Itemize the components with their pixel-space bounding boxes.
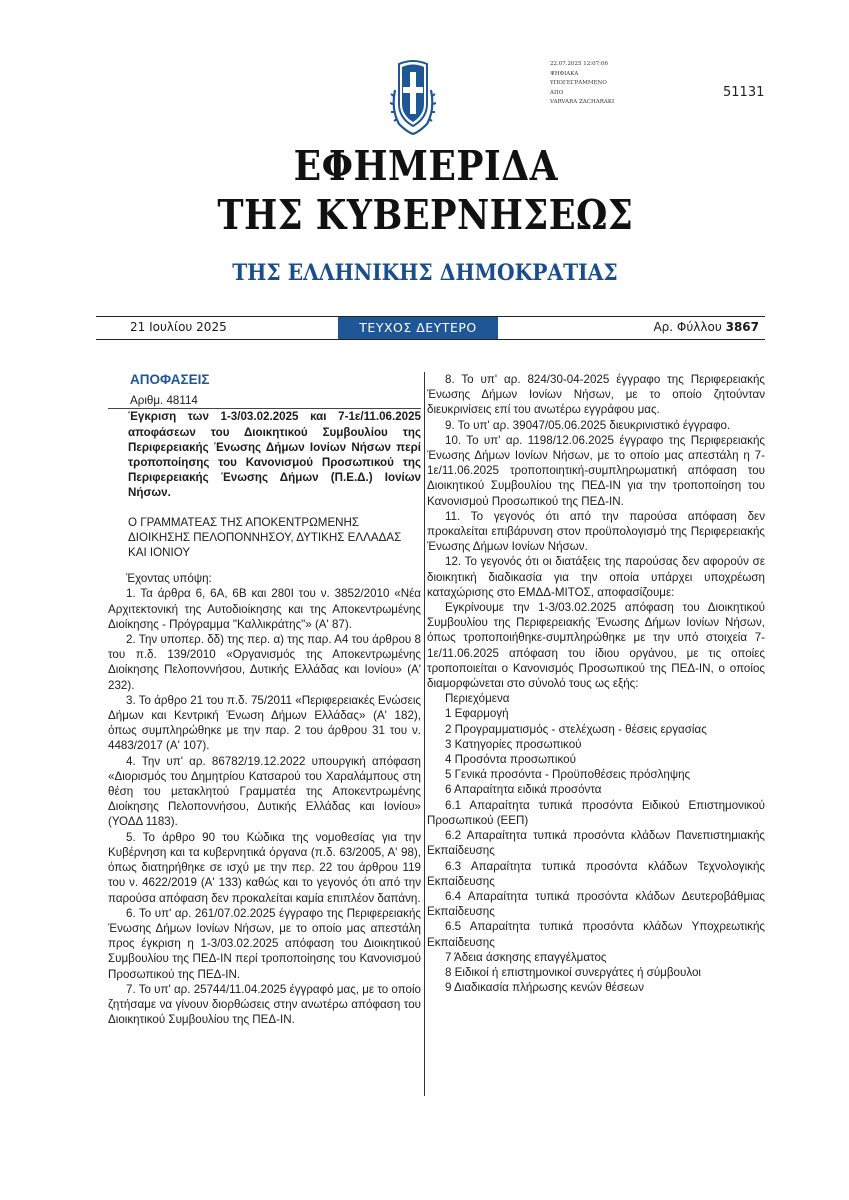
recital-item: 5. Το άρθρο 90 του Κώδικα της νομοθεσίας για την Κυβέρνηση και τα κυβερνητικά όργανα (π.δ. 63/2005, Α' 98), όπως διατηρήθηκε σε ισχύ με την περ. 22 του άρθρου 119 του ν. 4622/2019 (Α' 133) καθώς και το γεγονός ότι από την παρούσα απόφαση δεν προκαλείται καμία επιπλέον δαπάνη. xyxy=(108,830,421,905)
masthead-title-line2: ΤΗΣ ΚΥΒΕΡΝΗΣΕΩΣ xyxy=(217,191,634,239)
section-heading: ΑΠΟΦΑΣΕΙΣ xyxy=(130,372,210,387)
toc-item: 4 Προσόντα προσωπικού xyxy=(445,753,576,767)
recital-item: 2. Την υποπερ. δδ) της περ. α) της παρ. Α4 του άρθρου 8 του π.δ. 139/2010 «Οργανισμός της Αποκεντρωμένης Διοίκησης Πελοποννήσου, Δυτικής Ελλάδας και Ιονίου» (Α' 232). xyxy=(108,633,421,692)
masthead-title-line1: ΕΦΗΜΕΡΙΔΑ xyxy=(293,142,559,190)
recital-item: 10. Το υπ' αρ. 1198/12.06.2025 έγγραφο της Περιφερειακής Ένωσης Δήμων Ιονίων Νήσων, με το οποίο μας απεστάλη η 7-1ε/11.06.2025 τροποποιητική-συμπληρωματική απόφαση του Διοικητικού Συμβουλίου της ΠΕΔ-ΙΝ για την τροποποίηση του Κανονισμού Προσωπικού της ΠΕΔ-ΙΝ. xyxy=(427,433,765,508)
right-column xyxy=(427,372,765,995)
toc-item: 6.5 Απαραίτητα τυπικά προσόντα κλάδων Υποχρεωτικής Εκπαίδευσης xyxy=(427,920,765,949)
digital-signature-stamp xyxy=(550,60,614,108)
signature-timestamp: 22.07.2025 12:07:06 xyxy=(550,61,608,67)
toc-item: 3 Κατηγορίες προσωπικού xyxy=(445,737,582,751)
toc-item: 9 Διαδικασία πλήρωσης κενών θέσεων xyxy=(445,981,645,995)
toc-item: 6.3 Απαραίτητα τυπικά προσόντα κλάδων Τεχνολογικής Εκπαίδευσης xyxy=(427,859,765,888)
issue-date: 21 Ιουλίου 2025 xyxy=(130,320,227,334)
toc-item: 6.2 Απαραίτητα τυπικά προσόντα κλάδων Πανεπιστημιακής Εκπαίδευσης xyxy=(427,829,765,858)
toc-item: 6.1 Απαραίτητα τυπικά προσόντα Ειδικού Επιστημονικού Προσωπικού (ΕΕΠ) xyxy=(427,798,765,827)
sheet-label: Αρ. Φύλλου xyxy=(653,320,726,334)
sheet-number: 3867 xyxy=(725,320,759,334)
page-number: 51131 xyxy=(723,85,765,100)
masthead-subtitle: ΤΗΣ ΕΛΛΗΝΙΚΗΣ ΔΗΜΟΚΡΑΤΙΑΣ xyxy=(232,260,618,286)
toc-item: 8 Ειδικοί ή επιστημονικοί συνεργάτες ή σύμβουλοι xyxy=(445,965,701,979)
recital-item: 3. Το άρθρο 21 του π.δ. 75/2011 «Περιφερειακές Ενώσεις Δήμων και Κεντρική Ένωση Δήμων Ελλάδας» (Α' 182), όπως συμπληρώθηκε με την παρ. 2 του άρθρου 31 του ν. 4483/2017 (Α' 107). xyxy=(108,693,421,753)
decision-number: Αριθμ. 48114 xyxy=(130,394,198,408)
toc-item: 1 Εφαρμογή xyxy=(445,707,509,721)
decision-title: Έγκριση των 1-3/03.02.2025 και 7-1ε/11.06.2025 αποφάσεων του Διοικητικού Συμβουλίου της Περιφερειακής Ένωσης Δήμων Ιονίων Νήσων περί τροποποίησης του Κανονισμού Προσωπικού της Περιφερειακής Ένωσης Δήμων (Π.Ε.Δ.) Ιονίων Νήσων. xyxy=(128,410,421,500)
recital-item: 1. Τα άρθρα 6, 6Α, 6Β και 280Ι του ν. 3852/2010 «Νέα Αρχιτεκτονική της Αυτοδιοίκησης και της Αποκεντρωμένης Διοίκησης - Πρόγραμμα "Καλλικράτης"» (Α' 87). xyxy=(108,587,421,631)
column-divider xyxy=(424,372,425,1096)
greek-coat-of-arms-emblem xyxy=(389,60,437,136)
toc-item: 2 Προγραμματισμός - στελέχωση - θέσεις εργασίας xyxy=(445,722,707,736)
recital-item: 6. Το υπ' αρ. 261/07.02.2025 έγγραφο της Περιφερειακής Ένωσης Δήμων Ιονίων Νήσων, με το οποίο μας απεστάλη προς έγκριση η 1-3/03.02.2025 απόφαση του Διοικητικού Συμβουλίου της ΠΕΔ-ΙΝ περί τροποποίησης του Κανονισμού Προσωπικού της ΠΕΔ-ΙΝ. xyxy=(108,906,421,981)
having-regard: Έχοντας υπόψη: xyxy=(126,572,212,586)
signature-line: VARVARA ZACHARAKI xyxy=(550,99,615,105)
toc-heading: Περιεχόμενα xyxy=(445,692,510,706)
recital-item: 7. Το υπ' αρ. 25744/11.04.2025 έγγραφό μας, με το οποίο ζητήσαμε να γίνουν διορθώσεις στην ανωτέρω απόφαση του Διοικητικού Συμβουλίου της ΠΕΔ-ΙΝ. xyxy=(108,982,421,1027)
approval-paragraph: Εγκρίνουμε την 1-3/03.02.2025 απόφαση του Διοικητικού Συμβουλίου της Περιφερειακής Ένωσης Δήμων Ιονίων Νήσων, όπως τροποποιήθηκε-συμπληρώθηκε με την υπό στοιχεία 7-1ε/11.06.2025 απόφαση του ίδιου οργάνου, με τις οποίες τροποποιείται ο Κανονισμός Προσωπικού της ΠΕΔ-ΙΝ, ο οποίος διαμορφώνεται στο σύνολό τους ως εξής: xyxy=(427,601,765,691)
issuing-authority: Ο ΓΡΑΜΜΑΤΕΑΣ ΤΗΣ ΑΠΟΚΕΝΤΡΩΜΕΝΗΣ ΔΙΟΙΚΗΣΗΣ ΠΕΛΟΠΟΝΝΗΣΟΥ, ΔΥΤΙΚΗΣ ΕΛΛΑΔΑΣ ΚΑΙ ΙΟΝΙΟΥ xyxy=(128,515,402,560)
recital-item: 12. Το γεγονός ότι οι διατάξεις της παρούσας δεν αφορούν σε διοικητική διαδικασία για την οποία υπάρχει υποχρέωση καταχώρισης στο ΕΜΔΔ-ΜΙΤΟΣ, αποφασίζουμε: xyxy=(427,555,765,599)
signature-line: ΥΠΟΓΕΓΡΑΜΜΕΝΟ xyxy=(550,80,607,86)
issue-bar xyxy=(96,316,765,340)
signature-line: ΨΗΦΙΑΚΑ xyxy=(550,70,579,77)
sheet-number-field xyxy=(653,320,759,334)
recital-item: 8. Το υπ' αρ. 824/30-04-2025 έγγραφο της Περιφερειακής Ένωσης Δήμων Ιονίων Νήσων, με το οποίο ζητούνταν διευκρινίσεις επί του ανωτέρω εγγράφου μας. xyxy=(427,373,765,417)
left-column xyxy=(108,372,421,1027)
toc-item: 6 Απαραίτητα ειδικά προσόντα xyxy=(445,783,602,797)
recital-item: 11. Το γεγονός ότι από την παρούσα απόφαση δεν προκαλείται επιβάρυνση στον προϋπολογισμό της Περιφερειακής Ένωσης Δήμων Ιονίων Νήσων. xyxy=(427,509,765,554)
toc-item: 5 Γενικά προσόντα - Προϋποθέσεις πρόσληψης xyxy=(445,768,691,782)
recital-item: 4. Την υπ' αρ. 86782/19.12.2022 υπουργική απόφαση «Διορισμός του Δημητρίου Κατσαρού του Χαραλάμπους στη θέση του μετακλητού Γραμματέα της Αποκεντρωμένης Διοίκησης Πελοποννήσου, Δυτικής Ελλάδας και Ιονίου» (ΥΟΔΔ 1183). xyxy=(108,754,421,829)
signature-line: ΑΠΟ xyxy=(550,89,564,96)
toc-item: 7 Άδεια άσκησης επαγγέλματος xyxy=(445,950,607,964)
issue-label: ΤΕΥΧΟΣ ΔΕΥΤΕΡΟ xyxy=(338,317,498,339)
recital-item: 9. Το υπ' αρ. 39047/05.06.2025 διευκρινιστικό έγγραφο. xyxy=(445,418,731,432)
toc-item: 6.4 Απαραίτητα τυπικά προσόντα κλάδων Δευτεροβάθμιας Εκπαίδευσης xyxy=(427,889,765,919)
